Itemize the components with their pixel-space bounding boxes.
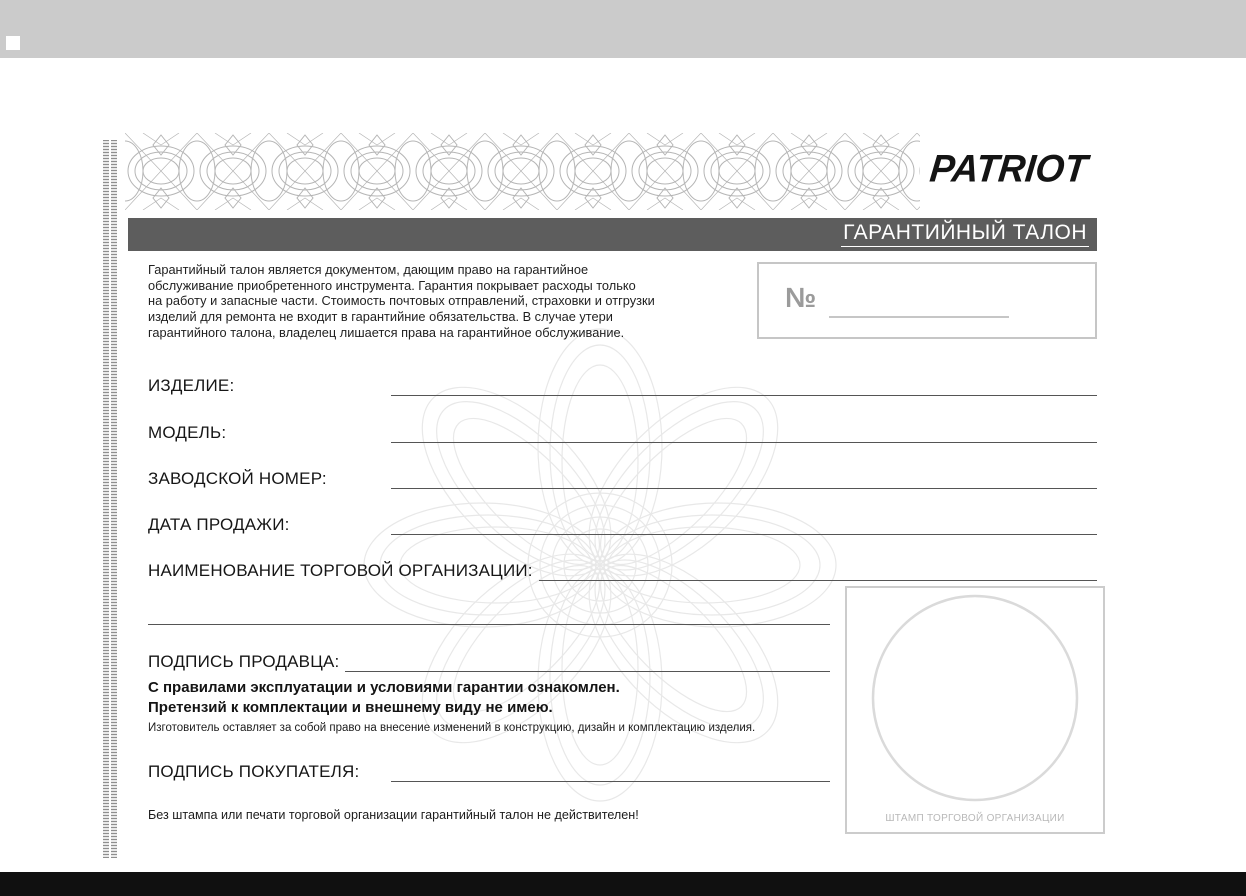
stamp-box bbox=[845, 586, 1105, 834]
field-row-product bbox=[148, 370, 1097, 396]
field-label-product: ИЗДЕЛИЕ: bbox=[148, 376, 235, 395]
field-fill-line-buyer-signature bbox=[391, 781, 830, 782]
number-fill-line bbox=[829, 316, 1009, 318]
terms-line: Гарантийный талон является документом, дающим право на гарантийное bbox=[148, 262, 589, 277]
terms-line: изделий для ремонта не входит в гарантийние обязательства. В случае утери bbox=[148, 309, 613, 325]
field-fill-line-model bbox=[391, 442, 1097, 443]
field-label-buyer-signature: ПОДПИСЬ ПОКУПАТЕЛЯ: bbox=[148, 762, 360, 781]
field-row-model bbox=[148, 417, 1097, 443]
warranty-terms-text bbox=[148, 262, 655, 341]
field-label-model: МОДЕЛЬ: bbox=[148, 423, 227, 442]
field-fill-line-seller-signature bbox=[345, 671, 830, 672]
field-row-sale-date bbox=[148, 509, 1097, 535]
field-fill-line-serial-number bbox=[391, 488, 1097, 489]
terms-line: на работу и запасные части. Стоимость почтовых отправлений, страховки и отгрузки bbox=[148, 293, 655, 309]
acknowledgement-line: С правилами эксплуатации и условиями гарантии ознакомлен. bbox=[148, 679, 620, 696]
field-fill-line-sale-date bbox=[391, 534, 1097, 535]
acknowledgement-line: Претензий к комплектации и внешнему виду не имею. bbox=[148, 699, 553, 716]
stamp-validity-note: Без штампа или печати торговой организации гарантийный талон не действителен! bbox=[148, 808, 639, 822]
guilloche-border bbox=[125, 133, 920, 210]
field-fill-line-trade-organization-2 bbox=[148, 624, 830, 625]
field-fill-line-trade-organization bbox=[539, 580, 1097, 581]
acknowledgement-text bbox=[148, 678, 620, 718]
page-title: ГАРАНТИЙНЫЙ ТАЛОН bbox=[841, 222, 1089, 247]
manufacturer-note: Изготовитель оставляет за собой право на внесение изменений в конструкцию, дизайн и комплектацию изделия. bbox=[148, 722, 756, 734]
stamp-circle bbox=[847, 588, 1103, 832]
stamp-box-label: ШТАМП ТОРГОВОЙ ОРГАНИЗАЦИИ bbox=[885, 813, 1065, 824]
field-fill-line-product bbox=[391, 395, 1097, 396]
brand-logo: PATRIOT bbox=[927, 147, 1090, 190]
terms-line: гарантийного талона, владелец лишается права на гарантийное обслуживание. bbox=[148, 324, 625, 340]
field-row-serial-number bbox=[148, 463, 1097, 489]
security-strip-pattern bbox=[103, 140, 117, 858]
field-label-serial-number: ЗАВОДСКОЙ НОМЕР: bbox=[148, 469, 327, 488]
field-row-buyer-signature bbox=[148, 756, 830, 782]
warranty-number-box bbox=[757, 262, 1097, 339]
terms-line: обслуживание приобретенного инструмента. Гарантия покрывает расходы только bbox=[148, 277, 636, 293]
title-bar bbox=[128, 218, 1097, 251]
field-label-seller-signature: ПОДПИСЬ ПРОДАВЦА: bbox=[148, 652, 340, 671]
field-label-trade-organization: НАИМЕНОВАНИЕ ТОРГОВОЙ ОРГАНИЗАЦИИ: bbox=[148, 561, 533, 580]
field-label-sale-date: ДАТА ПРОДАЖИ: bbox=[148, 515, 290, 534]
field-row-seller-signature bbox=[148, 646, 830, 672]
field-row-trade-organization bbox=[148, 555, 1097, 581]
number-label: № bbox=[785, 282, 817, 313]
